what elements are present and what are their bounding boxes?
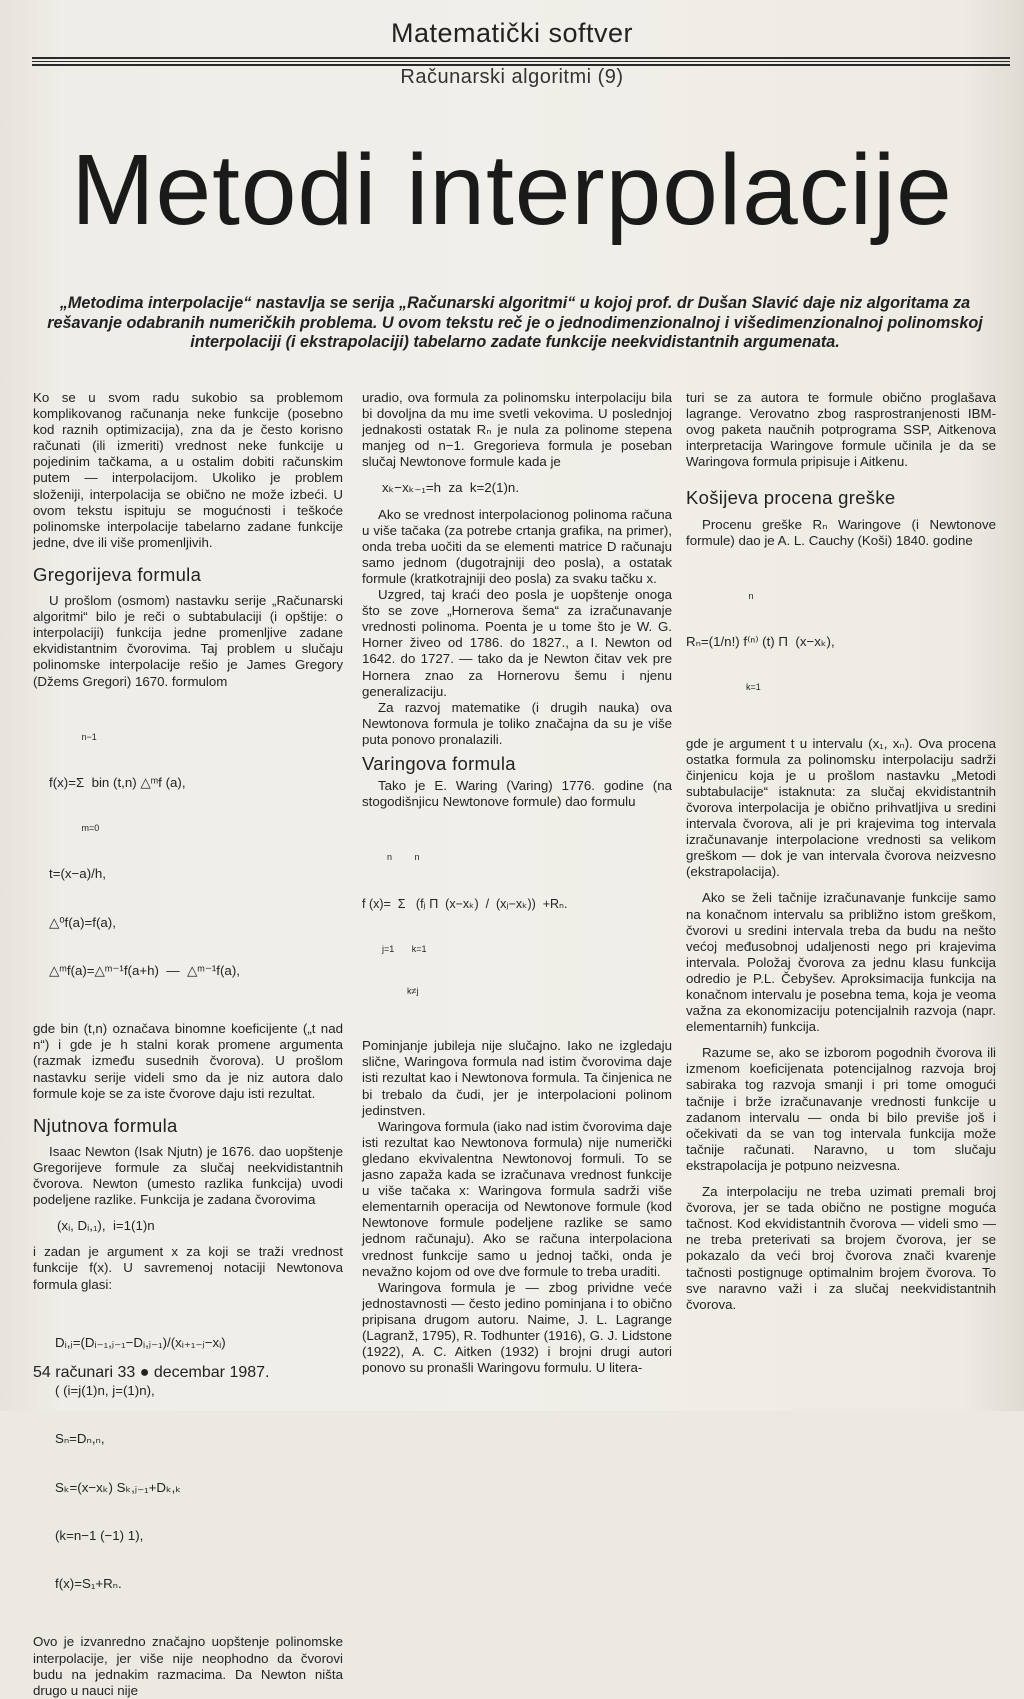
paragraph: Za razvoj matematike (i drugih nauka) ova Newtonova formula je toliko značajna da su je više puta ponovo pronalazili. [362,699,672,747]
formula-line: △ᵐf(a)=△ᵐ⁻¹f(a+h) — △ᵐ⁻¹f(a), [49,963,240,978]
paragraph: Razume se, ako se izborom pogodnih čvorova ili izmenom koeficijenata potencijalnog razvoja broj sabiraka tog razvoja smanji i pri tome omogući tačnije i brže izračunavanje vrednosti funkcije u zadanom intervalu — onda bi bilo previše još i očekivati da se van tog intervala funkcija može tačnije računati. Naravno, u tom slučaju ekstrapolacija je potpuno neizvesna. [686,1045,996,1173]
subheading-cauchy: Košijeva procena greške [686,487,896,509]
formula-line: m=0 [49,823,100,834]
article-lead: „Metodima interpolacije“ nastavlja se serija „Računarski algoritmi“ u kojoj prof. dr Dušan Slavić daje niz algoritama za rešavanje odabranih numeričkih problema. U ovom tekstu reč je o jednodimenzionalnoj i višedimenzionalnoj polinomskoj interpolaciji (i ekstrapolaciji) tabelarno zadate funkcije neekvidistantnih argumenata. [47,294,983,351]
paragraph: Procenu greške Rₙ Waringove (i Newtonove formule) dao je A. L. Cauchy (Koši) 1840. godine [686,516,996,548]
formula-newton [55,1303,343,1625]
paragraph: gde bin (t,n) označava binomne koeficijente („t nad n“) i gde je h stalni korak promene argumenta (razmak između susednih čvorova). U prošlom nastavku serije videli smo da je niz autora dalo formule koje se za iste čvorove daju isti rezultat. [33,1021,343,1101]
formula-line: f(x)=S₁+Rₙ. [55,1576,122,1592]
paragraph: turi se za autora te formule obično proglašava lagrange. Verovatno zbog rasprostranjenosti IBM-ovog paketa naučnih potprograma SSP, Aitkenova interpretacija Waringove formule učinila je da se Waringova formula pripisuje i Aitkenu. [686,390,996,470]
paragraph: Waringova formula je — zbog prividne veće jednostavnosti — često jedino pominjana i to obično pripisana drugom autoru. Naime, J. L. Lagrange (Lagranž, 1795), R. Todhunter (1916), G. J. Lidstone (1922), A. C. Aitken (1932) i brojni drugi autori ponovo su pronašli Waringovu formulu. U litera- [362,1279,672,1376]
formula-cauchy [686,559,996,726]
paragraph: gde je argument t u intervalu (x₁, xₙ). Ova procena ostatka formula za polinomsku interpolaciju sadrži činjenicu koja je u prošlom nastavku „Metodi subtabulacije“ istaknuta: za slučaj ekvidistantnih čvorova interpolacija je obično prihvatljiva u sredini intervala čvorova, ali je pri krajevima tog intervala izračunavanje interpolacione vrednosti sa velikom greškom — dok je van intervala čvorova neizvesno (ekstrapolacija). [686,735,996,880]
formula-line: Sₙ=Dₙ,ₙ, [55,1431,105,1447]
paragraph: Waringova formula (iako nad istim čvorovima daje isti rezultat kao Newtonova formula) nije numerički gledano ekvivalentna Newtonovoj formuli. To se jasno zapaža kada se izračunava vrednost funkcije u više tačaka x: Waringova formula sadrži više elementarnih operacija od Newtonove formule (kod Newtonove formule podeljene razlike se samo jednom računaju). Ako se računa interpolaciona vrednost funkcije samo u jednoj tački, onda je nevažno kojom od ove dve formule to treba uraditi. [362,1118,672,1279]
paragraph: Ako se želi tačnije izračunavanje funkcije samo na konačnom intervalu sa približno istom greškom, čvorovi u sredini intervala treba da budu na nešto većoj međusobnoj udaljenosti nego pri krajevima intervala. Položaj čvorova za jednu klasu funkcija odredio je P.L. Čebyšev. Aproksimacija funkcija na konačnom intervalu je posebna tema, koja je veoma važna za ekonomizaciju potencijalnih razvoja (napr. elementarnih) funkcija. [686,890,996,1035]
formula-gregory [49,700,343,1012]
formula-line: n−1 [49,731,97,742]
formula-line: ( (i=j(1)n, j=(1)n), [55,1383,155,1399]
section-label: Matematički softver [390,18,634,48]
paragraph: Isaac Newton (Isak Njutn) je 1676. dao uopštenje Gregorijeve formule za slučaj neekvidistantnih čvorova. Newton (umesto razlika funkcija) uvodi podeljene razlike. Funkcija je zadana čvorovima [33,1143,343,1208]
formula-line: △⁰f(a)=f(a), [49,914,116,930]
formula-line: (k=n−1 (−1) 1), [55,1527,144,1543]
paragraph: Ko se u svom radu sukobio sa problemom komplikovanog računanja neke funkcije (posebno kod raznih optimizacija), zna da je često korisno računati (ili izmeriti) vrednost neke funkcije u pojedinim tačkama, a u ostalim dobiti računskim putem — interpolacijom. Ukoliko je problem složeniji, interpolacija se obično ne može izbeći. U ovom tekstu ispituju se mogućnosti i teškoće polinomske interpolacije tabelarno zadane funkcije jedne, dve ili više promenljivih. [33,390,343,550]
paragraph: Tako je E. Waring (Varing) 1776. godine (na stogodišnjicu Newtonove formule) dao formulu [362,778,672,810]
column-1 [33,390,343,1699]
article-title: Metodi interpolacije [71,134,953,246]
paragraph: Pominjanje jubileja nije slučajno. Iako ne izgledaju slične, Waringova formula nad istim čvorovima daje isti rezultat kao i Newtonova formula. Ta činjenica ne bi trebalo da čudi, jer je interpolacioni polinom jedinstven. [362,1038,672,1118]
formula-equidistant: xₖ−xₖ₋₁=h za k=2(1)n. [382,480,520,496]
formula-line: n [686,590,754,601]
paragraph: Ovo je izvanredno značajno uopštenje polinomske interpolacije, jer više nije neophodno da čvorovi budu na jednakim razmacima. Da Newton ništa drugo u nauci nije [33,1634,343,1698]
header-rule [32,57,1010,59]
formula-line: f(x)=Σ bin (t,n) △ᵐf (a), [49,774,186,790]
paragraph: Uzgred, taj kraći deo posla je uopštenje onoga što se zove „Hornerova šema“ za izračunavanje vrednosti polinoma. Poenta je u tome što je W. G. Horner živeo od 1786. do 1827., a I. Newton od 1642. do 1727. — tako da je Newton čitav vek pre Hornera znao za Hornerovu šemu i njenu generalizaciju. [362,587,672,699]
formula-line: k=1 [686,682,761,693]
formula-line: t=(x−a)/h, [49,866,106,882]
formula-line: Rₙ=(1/n!) f⁽ⁿ⁾ (t) Π (x−xₖ), [686,634,835,650]
column-3 [686,390,996,1313]
column-2 [362,390,672,1376]
header-rule [32,61,1010,62]
paragraph: Za interpolaciju ne treba uzimati premali broj čvorova, jer se tada obično ne postigne moguća tačnost. Kod ekvidistantnih čvorova — videli smo — ne treba preterivati sa brojem čvorova, jer se pokazalo da veći broj čvorova znači kvarenje tačnosti postignuge optimalnim brojem čvorova. To sve naravno važi i za slučaj neekvidistantnih čvorova. [686,1184,996,1312]
formula-line: k≠j [362,986,419,997]
subheading-waring: Varingova formula [362,752,516,774]
series-label: Računarski algoritmi (9) [400,66,624,88]
formula-line: n n [362,852,420,863]
formula-waring [362,820,672,1028]
paragraph: i zadan je argument x za koji se traži vrednost funkcije f(x). U savremenoj notaciji Newtonova formula glasi: [33,1244,343,1292]
formula-line: f (x)= Σ (fⱼ Π (x−xₖ) / (xⱼ−xₖ)) +Rₙ. [362,896,568,911]
paragraph: U prošlom (osmom) nastavku serije „Računarski algoritmi“ bilo je reči o subtabulaciji (i opštije: o interpolaciji) funkcija jedne promenljive zadane ekvidistantnim čvorovima. Taj problem u slučaju polinomske interpolacije rešio je James Gregory (Džems Gregori) 1670. formulom [33,593,343,689]
formula-line: Dᵢ,ⱼ=(Dᵢ₋₁,ⱼ₋₁−Dᵢ,ⱼ₋₁)/(xᵢ₊₁₋ⱼ−xᵢ) [55,1334,226,1350]
formula-line: j=1 k=1 [362,943,427,954]
formula-nodes: (xᵢ, Dᵢ,₁), i=1(1)n [57,1218,155,1234]
page-footer: 54 računari 33 ● decembar 1987. [33,1364,270,1381]
subheading-gregory: Gregorijeva formula [33,563,202,585]
formula-line: Sₖ=(x−xₖ) Sₖ,ⱼ₋₁+Dₖ,ₖ [55,1479,182,1495]
paragraph: Ako se vrednost interpolacionog polinoma računa u više tačaka (za potrebe crtanja grafika, na primer), onda treba uočiti da se elementi matrice D računaju samo jednom (dugotrajniji deo posla), a ostatak formule (kratkotrajniji deo posla) za svaku tačku x. [362,506,672,586]
paragraph: uradio, ova formula za polinomsku interpolaciju bila bi dovoljna da mu ime svetli vekovima. U poslednjoj jednakosti ostatak Rₙ je nula za polinome stepena manjeg od n−1. Gregorieva formula je poseban slučaj Newtonove formule kada je [362,390,672,470]
subheading-newton: Njutnova formula [33,1114,178,1136]
